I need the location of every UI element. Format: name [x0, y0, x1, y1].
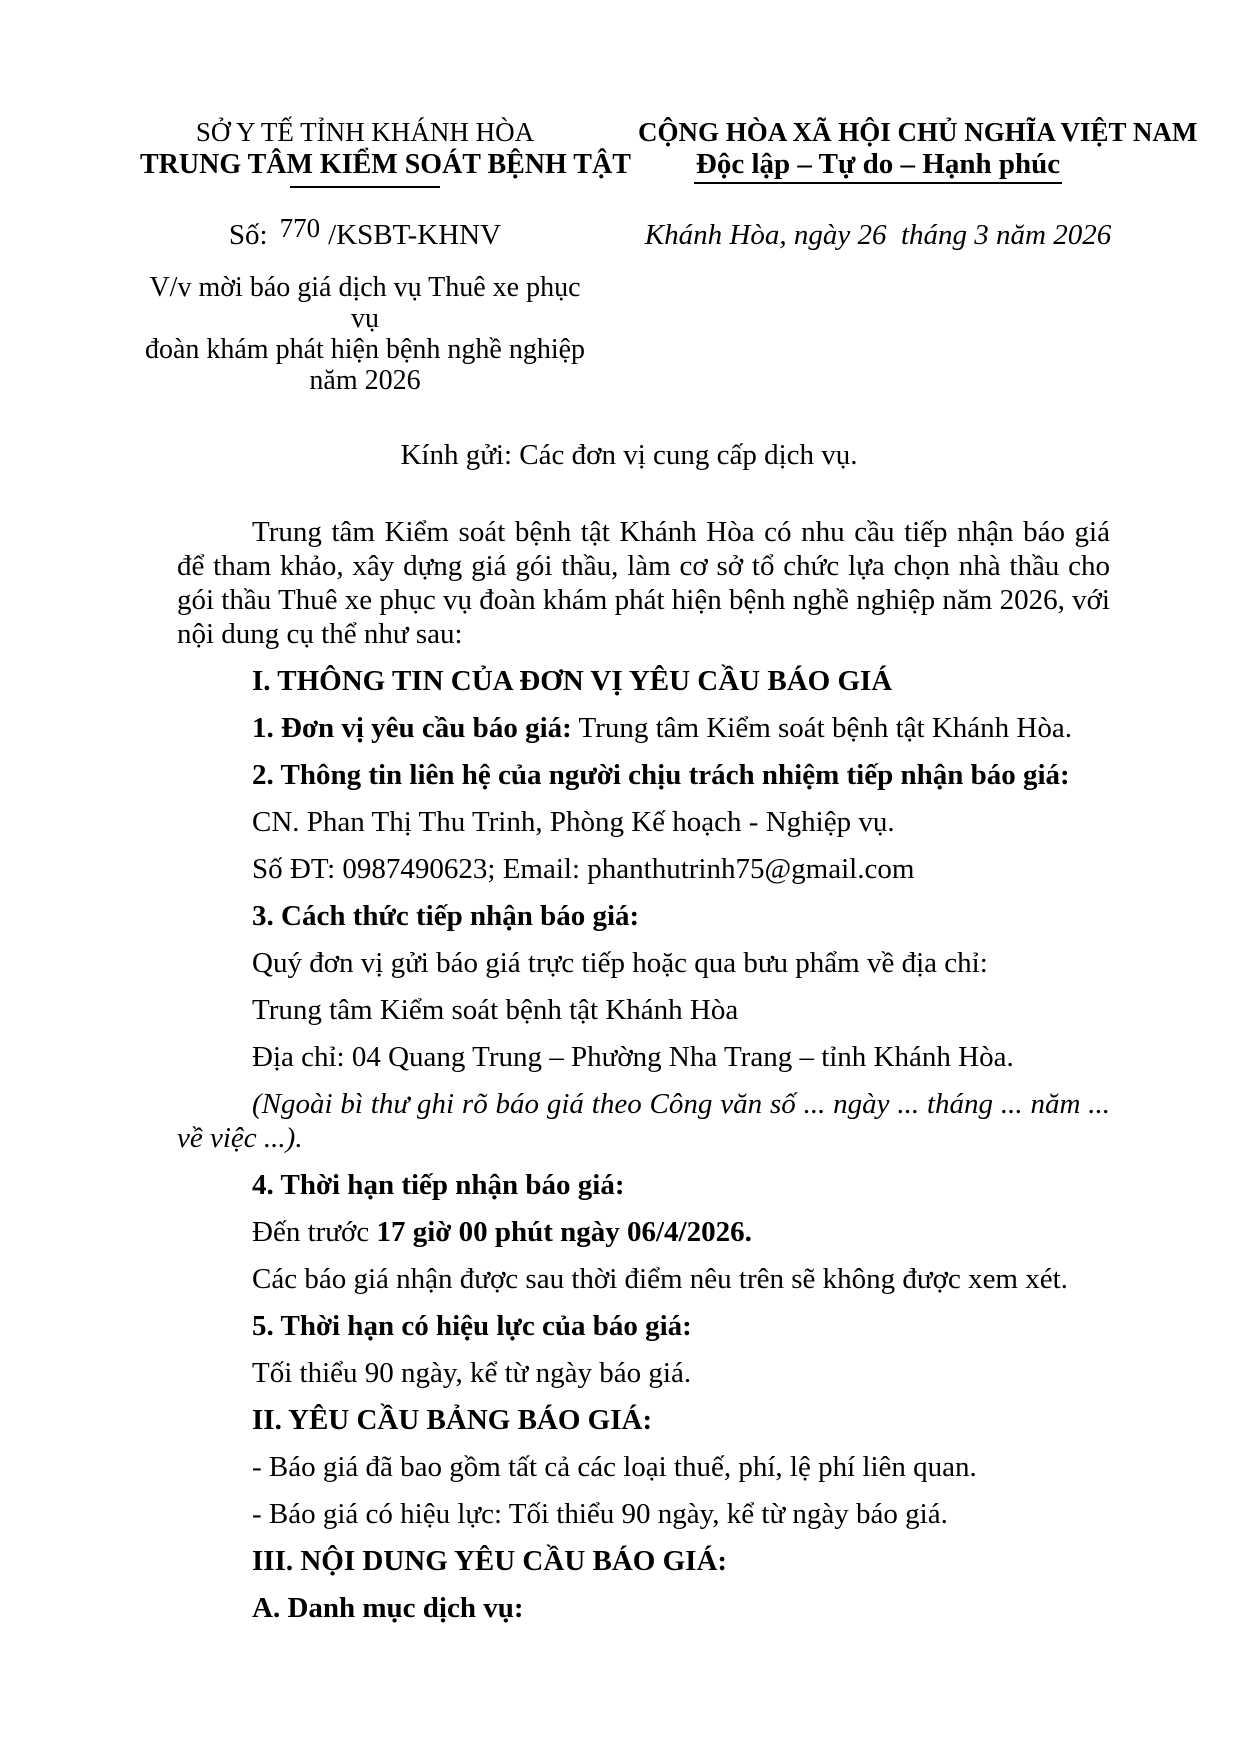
item3-envelope-note: (Ngoài bì thư ghi rõ báo giá theo Công văn số ... ngày ... tháng ... năm ... về việc ...). [177, 1088, 1110, 1154]
section2-bullet1: - Báo giá đã bao gồm tất cả các loại thuế, phí, lệ phí liên quan. [252, 1451, 977, 1483]
issuer-separator-rule [290, 186, 440, 188]
item3-recipient-line: Trung tâm Kiểm soát bệnh tật Khánh Hòa [252, 994, 739, 1026]
section1-item4-heading: 4. Thời hạn tiếp nhận báo giá: [252, 1169, 625, 1201]
item4-note-line: Các báo giá nhận được sau thời điểm nêu trên sẽ không được xem xét. [252, 1263, 1068, 1295]
section1-item5-heading: 5. Thời hạn có hiệu lực của báo giá: [252, 1310, 692, 1342]
intro-paragraph: Trung tâm Kiểm soát bệnh tật Khánh Hòa có nhu cầu tiếp nhận báo giá để tham khảo, xây dựng giá gói thầu, làm cơ sở tổ chức lựa chọn nhà thầu cho gói thầu Thuê xe phục vụ đoàn khám phát hiện bệnh nghề nghiệp năm 2026, với nội dung cụ thể như sau: [177, 516, 1110, 650]
issuer-parent-agency: SỞ Y TẾ TỈNH KHÁNH HÒA [195, 117, 535, 147]
section1-item3-heading: 3. Cách thức tiếp nhận báo giá: [252, 900, 640, 932]
national-header-block [638, 116, 1198, 188]
document-number-value: 770 [279, 213, 321, 243]
section1-item2-heading: 2. Thông tin liên hệ của người chịu trách nhiệm tiếp nhận báo giá: [252, 759, 1070, 791]
item4-deadline-prefix: Đến trước [252, 1216, 377, 1248]
subject-line: đoàn khám phát hiện bệnh nghề nghiệp [144, 334, 586, 365]
issuer-agency-name: TRUNG TÂM KIỂM SOÁT BỆNH TẬT [140, 149, 631, 180]
contact-person-line: CN. Phan Thị Thu Trinh, Phòng Kế hoạch - Nghiệp vụ. [252, 806, 895, 838]
section3-heading: III. NỘI DUNG YÊU CẦU BÁO GIÁ: [252, 1545, 728, 1577]
item4-deadline-line [177, 1215, 1110, 1249]
document-header [140, 116, 1241, 188]
section1-item1 [177, 711, 1110, 745]
document-number-line [140, 213, 590, 252]
document-number-label: Số: [228, 219, 268, 251]
place-date-line: Khánh Hòa, ngày 26 tháng 3 năm 2026 [644, 219, 1112, 251]
document-number-suffix: /KSBT-KHNV [328, 219, 502, 251]
item1-text: Trung tâm Kiểm soát bệnh tật Khánh Hòa. [571, 712, 1072, 744]
item5-text-line: Tối thiểu 90 ngày, kể từ ngày báo giá. [252, 1357, 692, 1389]
national-motto-line1: CỘNG HÒA XÃ HỘI CHỦ NGHĨA VIỆT NAM [638, 117, 1198, 147]
issuer-block [140, 116, 631, 188]
section2-heading: II. YÊU CẦU BẢNG BÁO GIÁ: [252, 1404, 653, 1436]
item4-deadline-value: 17 giờ 00 phút ngày 06/4/2026. [376, 1216, 752, 1248]
item3-address-line: Địa chỉ: 04 Quang Trung – Phường Nha Trang – tỉnh Khánh Hòa. [252, 1041, 1014, 1073]
section3-subheading: A. Danh mục dịch vụ: [252, 1592, 524, 1624]
item3-instruction-line: Quý đơn vị gửi báo giá trực tiếp hoặc qua bưu phẩm về địa chỉ: [252, 947, 988, 979]
salutation-line: Kính gửi: Các đơn vị cung cấp dịch vụ. [400, 439, 858, 471]
section1-heading: I. THÔNG TIN CỦA ĐƠN VỊ YÊU CẦU BÁO GIÁ [252, 665, 893, 697]
document-body [177, 515, 1110, 1625]
section2-bullet2: - Báo giá có hiệu lực: Tối thiểu 90 ngày, kể từ ngày báo giá. [252, 1498, 948, 1530]
item1-label: 1. Đơn vị yêu cầu báo giá: [252, 712, 572, 744]
subject-line: V/v mời báo giá dịch vụ Thuê xe phục vụ [149, 272, 581, 334]
subject-line: năm 2026 [309, 365, 421, 396]
contact-phone-email-line: Số ĐT: 0987490623; Email: phanthutrinh75@gmail.com [252, 853, 915, 885]
national-motto-line2: Độc lập – Tự do – Hạnh phúc [694, 148, 1062, 184]
subject-block [140, 272, 590, 396]
number-date-row [140, 213, 1241, 252]
